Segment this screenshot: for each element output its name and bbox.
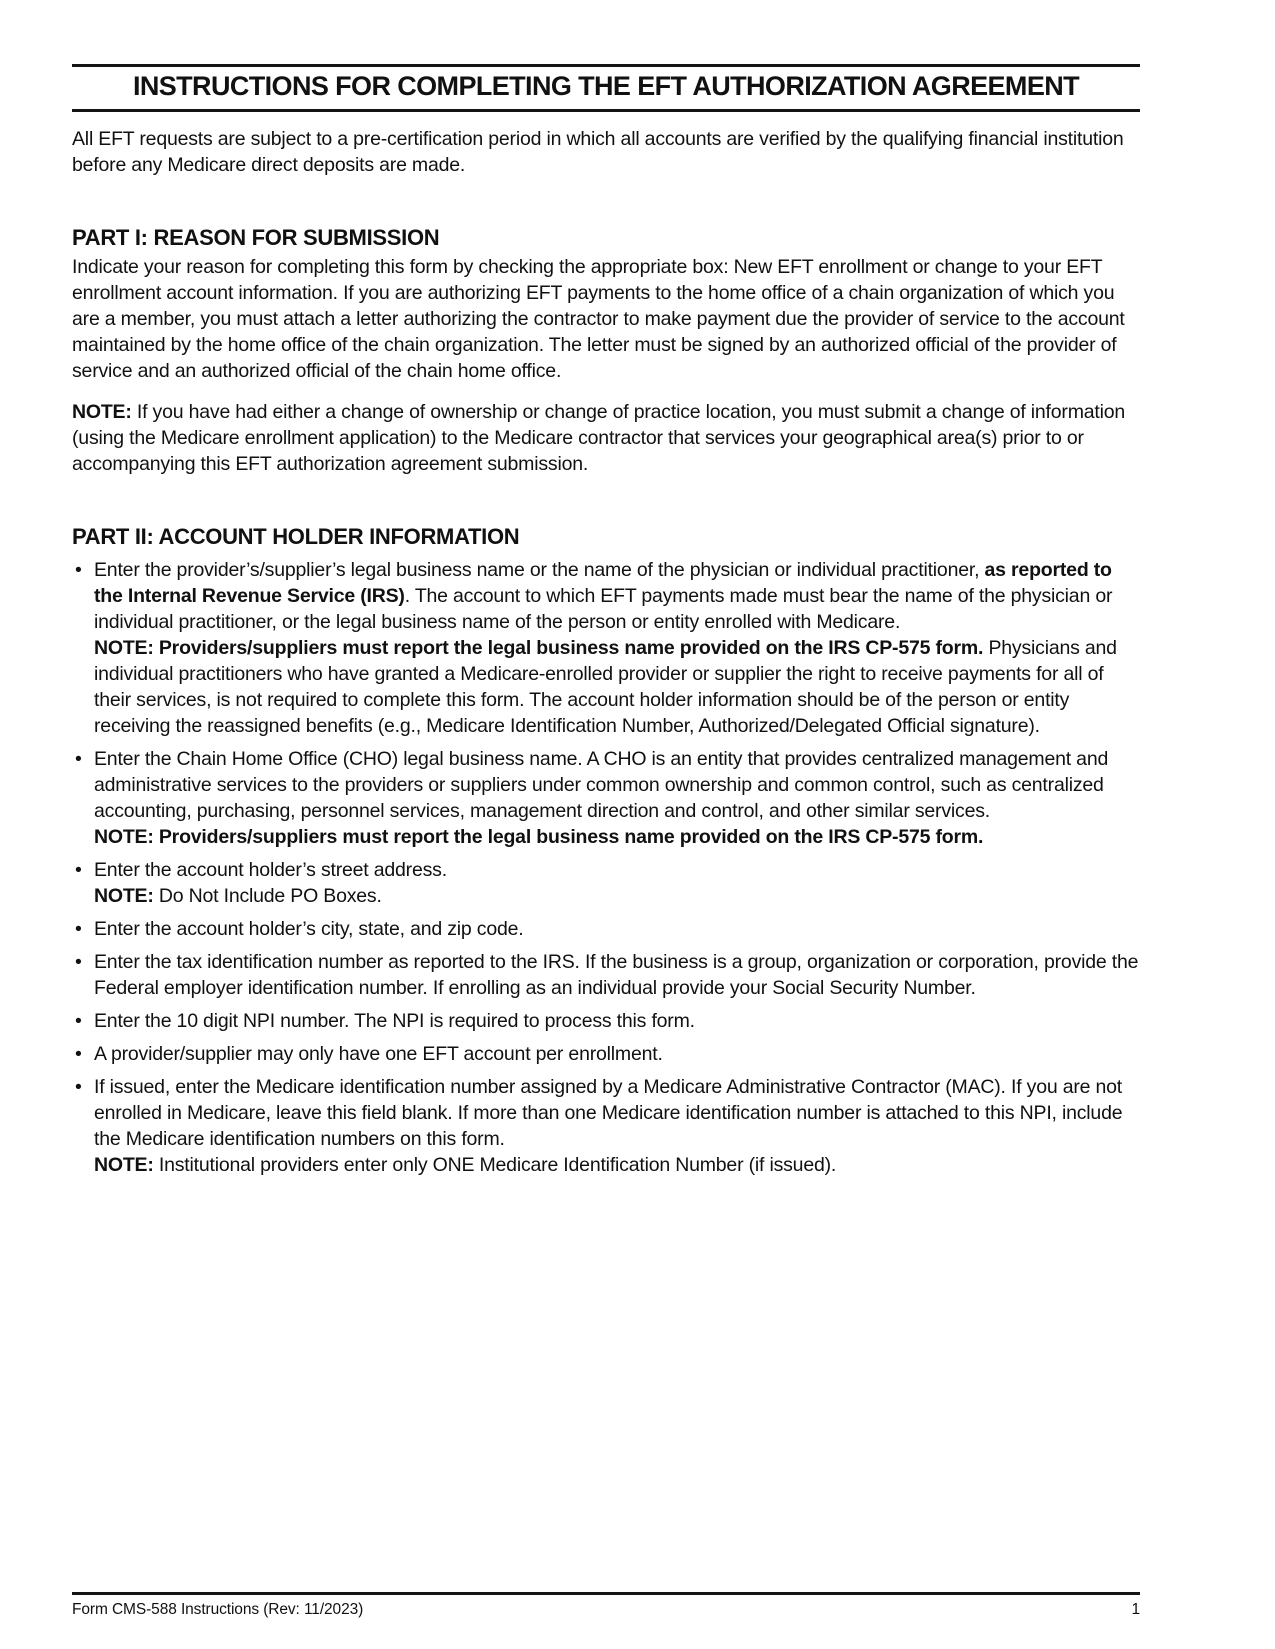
part1-heading: PART I: REASON FOR SUBMISSION: [72, 225, 440, 250]
footer: [72, 1601, 1140, 1619]
document-title: INSTRUCTIONS FOR COMPLETING THE EFT AUTHORIZATION AGREEMENT: [132, 71, 1080, 101]
bullet-item-city-state-zip: • Enter the account holder’s city, state, and zip code.: [72, 916, 1140, 942]
footer-page-number: 1: [1131, 1601, 1140, 1618]
footer-form-id: Form CMS-588 Instructions (Rev: 11/2023): [72, 1601, 364, 1618]
bullet-item-medicare-id-number: • If issued, enter the Medicare identification number assigned by a Medicare Administrative Contractor (MAC). If you are not enrolled in Medicare, leave this field blank. If more than one Medicare identification number is attached to this NPI, include the Medicare identification numbers on this form. NOTE: Institutional providers enter only ONE Medicare Identification Number (if issued).: [72, 1074, 1140, 1178]
bullet-item-chain-home-office: • Enter the Chain Home Office (CHO) legal business name. A CHO is an entity that provides centralized management and administrative services to the providers or suppliers under common ownership and common control, such as centralized accounting, purchasing, personnel services, management direction and control, and other similar services. NOTE: Providers/suppliers must report the legal business name provided on the IRS CP-575 form.: [72, 746, 1140, 850]
footer-rule: [72, 1592, 1140, 1595]
part2-heading: PART II: ACCOUNT HOLDER INFORMATION: [72, 524, 520, 549]
part2-bullet-list: [72, 557, 1140, 1178]
part1-note-paragraph: NOTE: If you have had either a change of ownership or change of practice location, you must submit a change of information (using the Medicare enrollment application) to the Medicare contractor that services your geographical area(s) prior to or accompanying this EFT authorization agreement submission.: [72, 401, 1126, 475]
bullet-item-street-address: • Enter the account holder’s street address. NOTE: Do Not Include PO Boxes.: [72, 857, 1140, 909]
bullet-item-npi-number: • Enter the 10 digit NPI number. The NPI is required to process this form.: [72, 1008, 1140, 1034]
title-block: [72, 64, 1140, 112]
intro-paragraph: All EFT requests are subject to a pre-certification period in which all accounts are verified by the qualifying financial institution before any Medicare direct deposits are made.: [72, 128, 1124, 176]
part1-body-paragraph: Indicate your reason for completing this form by checking the appropriate box: New EFT enrollment or change to your EFT enrollment account information. If you are authorizing EFT payments to the home office of a chain organization of which you are a member, you must attach a letter authorizing the contractor to make payment due the provider of service to the account maintained by the home office of the chain organization. The letter must be signed by an authorized official of the provider of service and an authorized official of the chain home office.: [72, 256, 1125, 382]
bullet-item-tax-identification: • Enter the tax identification number as reported to the IRS. If the business is a group, organization or corporation, provide the Federal employer identification number. If enrolling as an individual provide your Social Security Number.: [72, 949, 1140, 1001]
bullet-item-one-eft-account: • A provider/supplier may only have one EFT account per enrollment.: [72, 1041, 1140, 1067]
bullet-item-legal-business-name: • Enter the provider’s/supplier’s legal business name or the name of the physician or individual practitioner, as reported to the Internal Revenue Service (IRS). The account to which EFT payments made must bear the name of the physician or individual practitioner, or the legal business name of the person or entity enrolled with Medicare. NOTE: Providers/suppliers must report the legal business name provided on the IRS CP-575 form. Physicians and individual practitioners who have granted a Medicare-enrolled provider or supplier the right to receive payments for all of their services, is not required to complete this form. The account holder information should be of the person or entity receiving the reassigned benefits (e.g., Medicare Identification Number, Authorized/Delegated Official signature).: [72, 557, 1140, 739]
